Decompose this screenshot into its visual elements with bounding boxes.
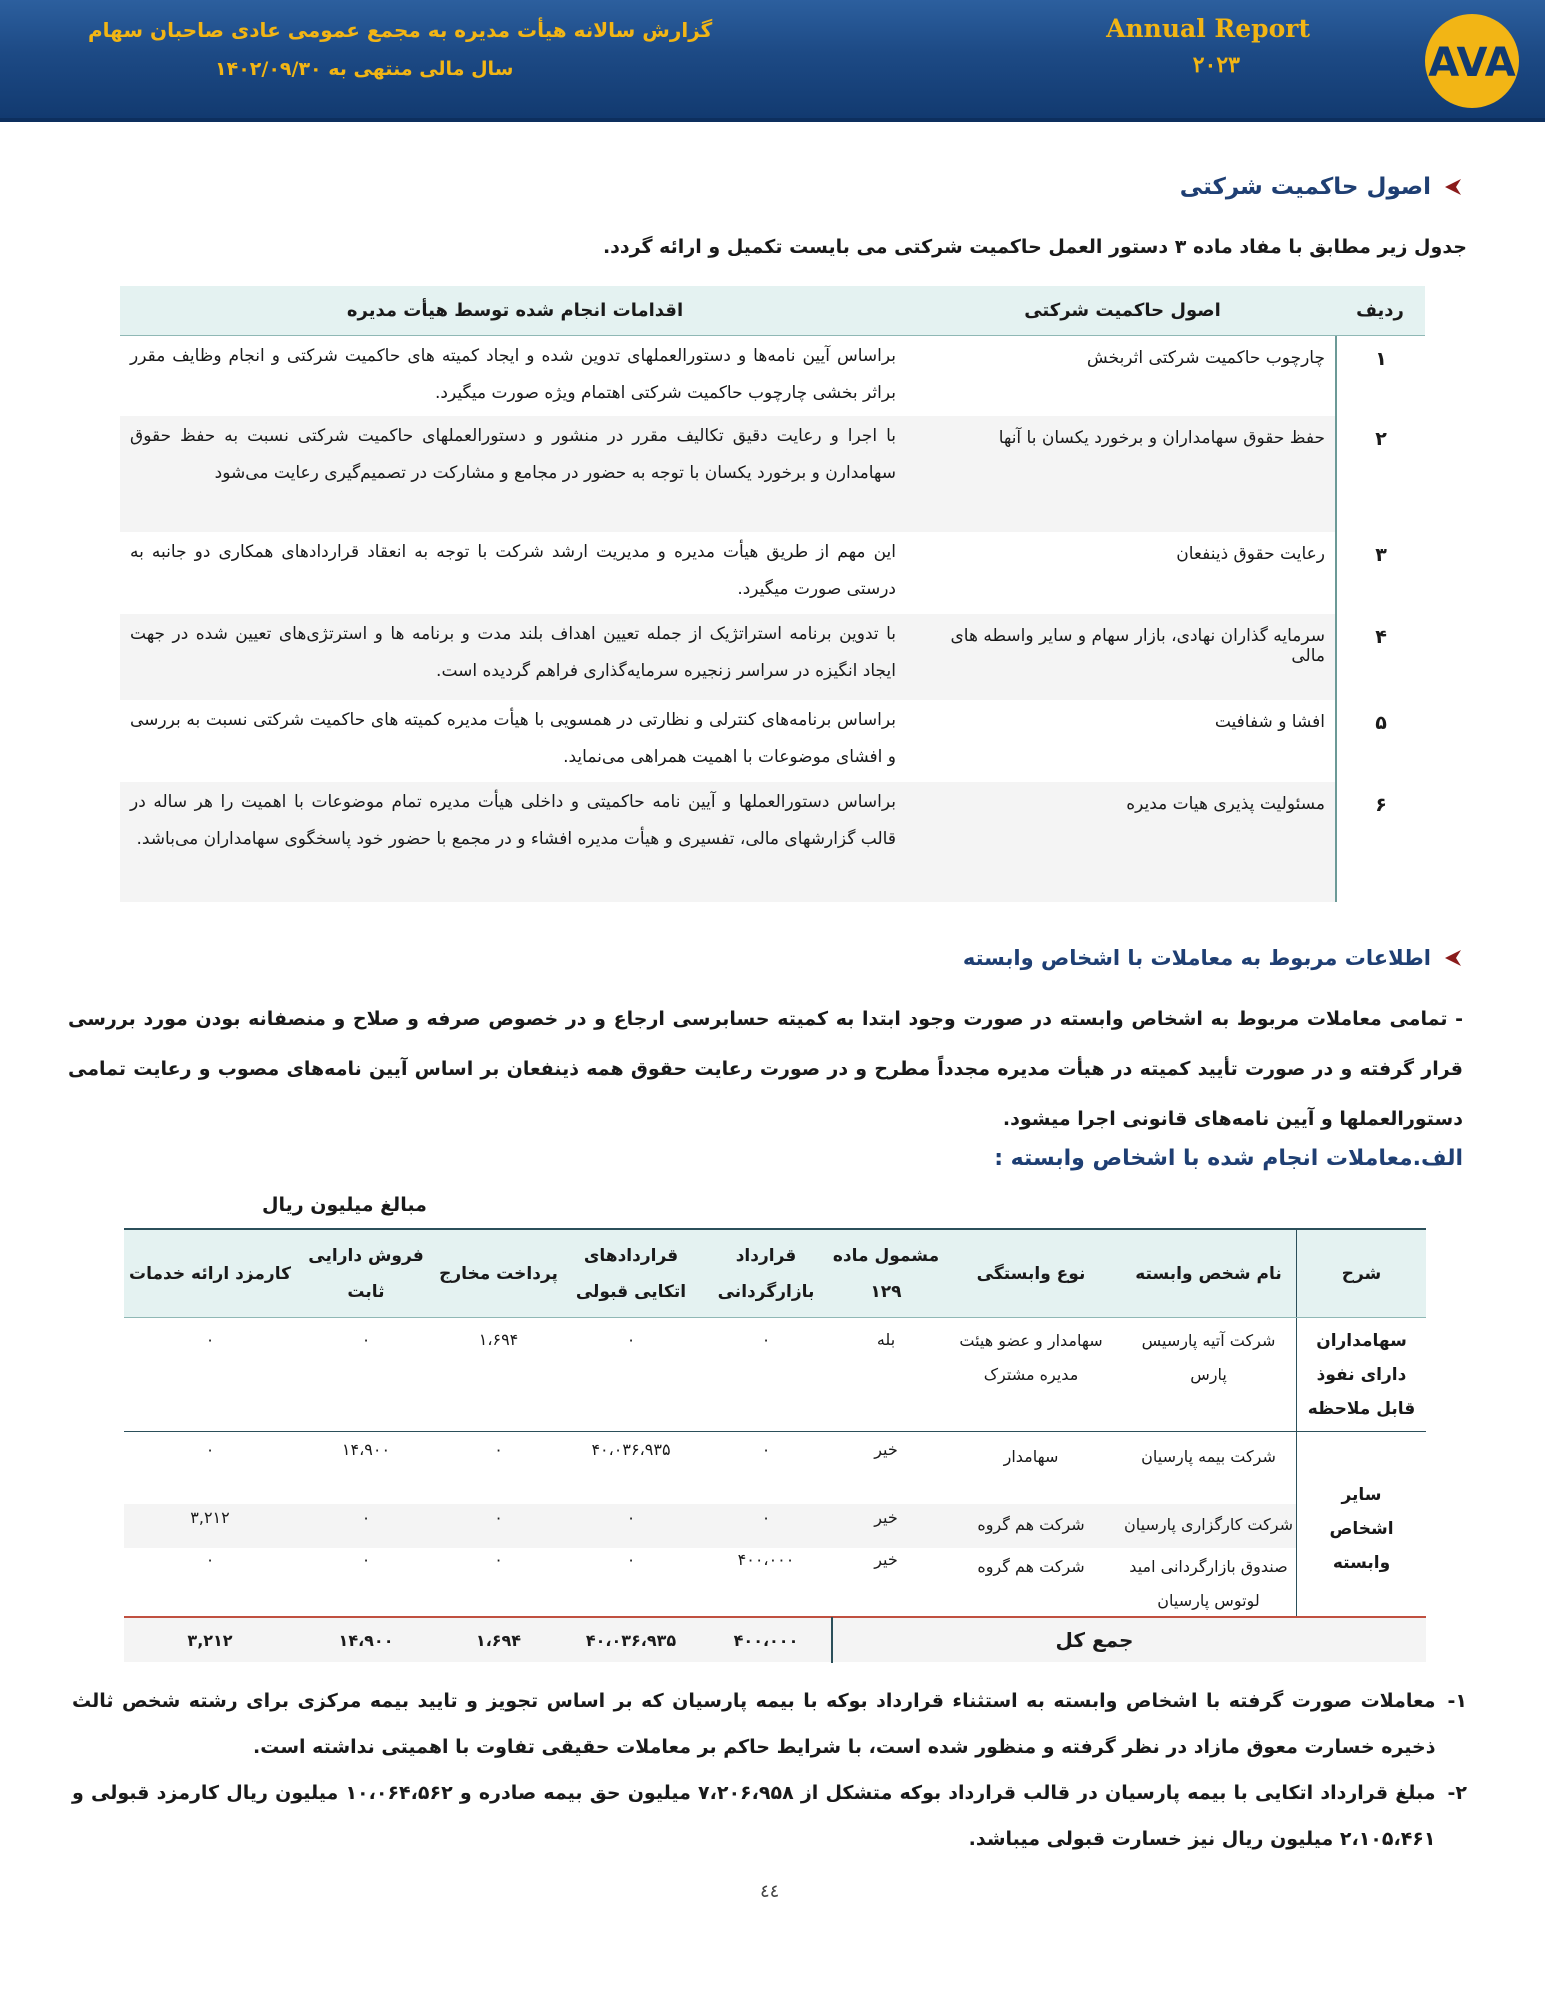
col-desc: شرح [1296,1230,1426,1317]
total-row: جمع کل ۴۰۰،۰۰۰ ۴۰،۰۳۶،۹۳۵ ۱،۶۹۴ ۱۴،۹۰۰ ۳,۲۱۲ [124,1616,1426,1662]
table-row: شرکت بیمه پارسیان سهامدار خیر ۰ ۴۰،۰۳۶،۹۳۵ ۰ ۱۴،۹۰۰ ۰ [205,1440,1276,1466]
col-principle: اصول حاکمیت شرکتی [1024,300,1221,321]
ava-logo-icon [1413,12,1531,110]
col-action: اقدامات انجام شده توسط هیأت مدیره [346,300,684,321]
related-title: اطلاعات مربوط به معاملات با اشخاص وابسته [963,946,1463,970]
note-1: ۱- معاملات صورت گرفته با اشخاص وابسته به استثناء قرارداد بوکه با بیمه پارسیان که بر اساس تجویز و تایید بیمه مرکزی برای رشته شخص ثالث ذخیره خسارت معوق مازاد در نظر گرفته و منظور شده است، با شرایط حاکم بر معاملات حقیقی تفاوت با اهمیتی نداشته است. [72,1690,1467,1758]
group-desc: سهامداران دارای نفوذ قابل ملاحظه [1296,1318,1426,1431]
table-row: سهامداران دارای نفوذ قابل ملاحظه شرکت آتیه پارسیس پارس سهامدار و عضو هیئت مدیره مشترک بله ۰ ۰ ۱،۶۹۴ ۰ ۰ [124,1318,1426,1432]
col-type: نوع وابستگی [976,1263,1086,1284]
col-num: ردیف [1356,300,1404,321]
governance-table-header [120,286,1425,336]
transactions-title: الف.معاملات انجام شده با اشخاص وابسته : [994,1146,1463,1171]
header-subtitle: سال مالی منتهی به ۱۴۰۲/۰۹/۳۰ [215,58,514,80]
table-row: ۵ افشا و شفافیت براساس برنامه‌های کنترلی و نظارتی در همسویی با هیأت مدیره کمیته های حاکمیت شرکتی نسبت به بررسی و افشای موضوعات با اهمیت همراهی می‌نماید. [120,700,1425,782]
table-row: ۶ مسئولیت پذیری هیات مدیره براساس دستورالعملها و آیین نامه حاکمیتی و داخلی هیأت مدیره تمام موضوعات با اهمیت را هر ساله در قالب گزارشهای مالی، تفسیری و هیأت مدیره افشاء و در مجمع با حضور خود پاسخگوی سهامداران می‌باشد. [120,782,1425,902]
report-header [0,0,1545,122]
page-number: ٤٤ [760,1881,780,1902]
col-name: نام شخص وابسته [1135,1263,1282,1284]
col-fee: کارمزد ارائه خدمات [129,1263,291,1284]
table-row: شرکت کارگزاری پارسیان شرکت هم گروه خیر ۰ ۰ ۰ ۰ ۳,۲۱۲ [124,1504,1296,1548]
col-insurance: قراردادهای اتکایی قبولی [575,1245,687,1302]
total-label: جمع کل [831,1617,1356,1663]
col-fund: قرارداد بازارگردانی [717,1245,815,1302]
arrow-bullet-icon [1441,176,1463,198]
arrow-bullet-icon [1441,947,1463,969]
transactions-table [124,1228,1426,1662]
governance-intro: جدول زیر مطابق با مفاد ماده ۳ دستور العمل حاکمیت شرکتی می بایست تکمیل و ارائه گردد. [602,236,1467,258]
group-desc: سایر اشخاص وابسته [1296,1432,1426,1616]
governance-table [120,286,1425,902]
col-sale: فروش دارایی ثابت [308,1245,424,1302]
annual-report-label: Annual Report [1106,14,1310,43]
governance-title: اصول حاکمیت شرکتی [1180,174,1463,200]
table-row: ۳ رعایت حقوق ذینفعان این مهم از طریق هیأت مدیره و مدیریت ارشد شرکت با توجه به انعقاد قراردادهای همکاری دو جانبه به درستی صورت میگیرد. [120,532,1425,614]
table-row: ۱ چارچوب حاکمیت شرکتی اثربخش براساس آیین نامه‌ها و دستورالعملهای تدوین شده و ایجاد کمیته های حاکمیت شرکتی و انجام وظایف مقرر براثر بخشی چارچوب حاکمیت شرکتی اهتمام ویژه صورت میگیرد. [120,336,1425,416]
note-2: ۲- مبلغ قرارداد اتکایی با بیمه پارسیان در قالب قرارداد بوکه متشکل از ۷،۲۰۶،۹۵۸ میلیون حق بیمه صادره و ۱۰،۰۶۴،۵۶۲ میلیون ریال کارمزد قبولی و ۲،۱۰۵،۴۶۱ میلیون ریال نیز خسارت قبولی میباشد. [72,1782,1467,1850]
table-row: ۲ حفظ حقوق سهامداران و برخورد یکسان با آنها با اجرا و رعایت دقیق تکالیف مقرر در منشور و دستورالعملهای حاکمیت شرکتی نسبت به حفظ حقوق سهامدارن و برخورد یکسان با توجه به حضور در مجامع و مشارکت در تصمیم‌گیری رعایت می‌شود [120,416,1425,532]
col-article: مشمول ماده ۱۲۹ [832,1245,940,1302]
svg-text:AVA: AVA [1428,40,1516,86]
other-related-group [124,1432,1426,1616]
amount-unit-label: مبالغ میلیون ریال [262,1194,427,1216]
header-title: گزارش سالانه هیأت مدیره به مجمع عمومی عادی صاحبان سهام [88,18,713,42]
table-row: ۴ سرمایه گذاران نهادی، بازار سهام و سایر واسطه های مالی با تدوین برنامه استراتژیک از جمله تعیین اهداف بلند مدت و برنامه ها و استرتژی‌های تعیین شده در جهت ایجاد انگیزه در سراسر زنجیره سرمایه‌گذاری فراهم گردیده است. [120,614,1425,700]
col-payment: پرداخت مخارج [439,1263,558,1284]
transactions-table-header [124,1230,1426,1318]
report-year: ۲۰۲۳ [1192,52,1240,78]
table-row: صندوق بازارگردانی امید لوتوس پارسیان شرکت هم گروه خیر ۴۰۰،۰۰۰ ۰ ۰ ۰ ۰ [205,1550,1288,1610]
related-bullet: - تمامی معاملات مربوط به اشخاص وابسته در صورت وجود ابتدا به کمیته حسابرسی ارجاع و در خصوص صرفه و صلاح و منصفانه بودن مورد بررسی قرار گرفته و در صورت تأیید کمیته در هیأت مدیره مجدداً مطرح و در صورت رعایت حقوق همه ذینفعان بر اساس آیین نامه‌های مصوب و رعایت تمامی دستورالعملها و آیین نامه‌های قانونی اجرا میشود. [68,1008,1463,1130]
